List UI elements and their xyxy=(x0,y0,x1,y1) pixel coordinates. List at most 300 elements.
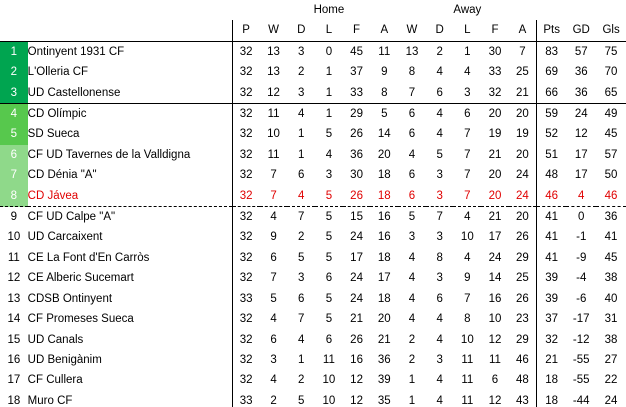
row-goals: 38 xyxy=(604,333,618,346)
row-home-w: 4 xyxy=(270,374,277,387)
row-away-a: 7 xyxy=(519,45,526,58)
row-home-f: 26 xyxy=(343,186,371,207)
row-goals: 65 xyxy=(596,83,626,104)
header-home-w: W xyxy=(260,20,288,41)
row-team-name[interactable]: Muro CF xyxy=(27,394,73,407)
row-played: 32 xyxy=(232,104,260,125)
row-points: 51 xyxy=(537,145,567,165)
row-away-l: 10 xyxy=(460,333,474,346)
row-away-l: 11 xyxy=(461,353,474,366)
row-home-l: 5 xyxy=(325,128,333,141)
row-home-a: 17 xyxy=(377,272,391,285)
row-goals: 46 xyxy=(596,186,626,207)
row-away-d: 3 xyxy=(436,169,443,182)
row-home-f: 26 xyxy=(350,333,363,346)
row-team-name[interactable]: CF Cullera xyxy=(27,374,83,387)
row-home-l: 5 xyxy=(325,313,333,326)
row-away-d: 4 xyxy=(436,374,443,387)
row-position: 2 xyxy=(0,62,28,82)
row-played: 32 xyxy=(232,309,260,329)
row-points: 59 xyxy=(537,104,567,125)
row-home-f: 24 xyxy=(350,292,363,305)
table-row[interactable] xyxy=(0,104,626,125)
row-away-w: 4 xyxy=(408,292,416,305)
row-points: 18 xyxy=(537,391,567,407)
row-away-f: 33 xyxy=(488,66,502,79)
row-away-d: 5 xyxy=(436,148,443,161)
row-team-name[interactable]: CD Olímpic xyxy=(27,108,87,121)
home-group-label: Home xyxy=(313,4,345,16)
row-away-w: 4 xyxy=(408,251,416,264)
row-away-l: 7 xyxy=(453,186,481,207)
row-away-a: 46 xyxy=(516,353,529,366)
header-goals: Gls xyxy=(596,20,626,41)
row-home-l: 10 xyxy=(322,394,336,407)
spacer-pos xyxy=(0,0,28,20)
row-away-f: 14 xyxy=(488,272,502,285)
row-position: 11 xyxy=(0,248,28,268)
row-away-d: 4 xyxy=(436,108,443,121)
row-goals: 57 xyxy=(604,148,618,161)
row-away-f: 19 xyxy=(488,128,502,141)
row-away-f: 10 xyxy=(488,313,502,326)
spacer-team xyxy=(28,0,232,20)
row-home-a: 8 xyxy=(370,83,398,104)
row-team-name[interactable]: CE La Font d'En Carròs xyxy=(27,251,150,264)
row-away-d: 8 xyxy=(436,251,443,264)
row-home-f: 24 xyxy=(350,272,363,285)
row-home-a: 14 xyxy=(377,128,391,141)
row-team-name[interactable]: CF UD Calpe "A" xyxy=(27,211,116,224)
row-goal-difference: -12 xyxy=(572,333,590,346)
row-home-d: 2 xyxy=(298,66,305,79)
row-goals: 70 xyxy=(604,66,618,79)
row-points: 83 xyxy=(537,41,567,62)
row-home-w: 10 xyxy=(267,128,280,141)
row-away-d: 3 xyxy=(436,231,443,244)
row-away-a: 19 xyxy=(516,128,529,141)
row-home-a: 18 xyxy=(377,292,391,305)
away-group-label: Away xyxy=(453,4,482,16)
row-away-l: 7 xyxy=(464,169,471,182)
row-home-d: 3 xyxy=(298,45,305,58)
row-played: 33 xyxy=(232,391,260,407)
row-position: 3 xyxy=(0,83,28,104)
header-position xyxy=(0,20,28,41)
row-away-f: 12 xyxy=(488,394,502,407)
row-away-a: 29 xyxy=(516,251,529,264)
row-position: 4 xyxy=(0,104,28,125)
row-away-w: 5 xyxy=(408,211,416,224)
row-home-a: 20 xyxy=(377,313,391,326)
row-goals: 45 xyxy=(604,251,618,264)
table-row[interactable] xyxy=(0,62,626,82)
row-away-l: 7 xyxy=(464,128,471,141)
table-row[interactable] xyxy=(0,145,626,165)
row-home-f: 12 xyxy=(350,374,363,387)
row-goal-difference: -55 xyxy=(572,353,590,366)
row-team-name[interactable]: CF UD Tavernes de la Valldigna xyxy=(27,148,191,161)
row-away-w: 8 xyxy=(408,66,416,79)
row-team-name[interactable]: UD Canals xyxy=(27,333,84,346)
row-team-name[interactable]: Ontinyent 1931 CF xyxy=(27,45,125,58)
table-row[interactable] xyxy=(0,124,626,144)
row-points: 52 xyxy=(537,124,567,144)
row-home-f: 24 xyxy=(350,231,363,244)
row-points: 37 xyxy=(537,309,567,329)
row-away-w: 1 xyxy=(408,374,416,387)
row-home-a: 21 xyxy=(377,333,391,346)
row-goal-difference: 0 xyxy=(578,211,585,224)
row-team-name[interactable]: CE Alberic Sucemart xyxy=(27,272,134,285)
row-home-a: 18 xyxy=(370,186,398,207)
row-away-f: 17 xyxy=(488,231,502,244)
table-row[interactable] xyxy=(0,186,626,207)
row-home-l: 0 xyxy=(325,45,333,58)
row-home-a: 20 xyxy=(377,148,391,161)
row-position: 15 xyxy=(0,330,28,350)
row-team-name[interactable]: UD Carcaixent xyxy=(27,231,103,244)
row-home-a: 36 xyxy=(377,353,391,366)
row-home-w: 4 xyxy=(270,211,277,224)
row-away-w: 6 xyxy=(408,169,416,182)
row-away-l: 7 xyxy=(464,292,471,305)
row-away-l: 4 xyxy=(464,211,471,224)
row-home-d: 1 xyxy=(298,353,305,366)
table-row[interactable] xyxy=(0,83,626,104)
row-away-l: 6 xyxy=(464,108,471,121)
table-row[interactable] xyxy=(0,227,626,247)
row-goal-difference: 17 xyxy=(574,148,588,161)
header-points: Pts xyxy=(537,20,567,41)
row-home-l: 1 xyxy=(325,66,333,79)
row-away-d: 6 xyxy=(426,83,454,104)
row-away-a: 24 xyxy=(516,169,529,182)
row-away-l: 7 xyxy=(464,148,471,161)
row-home-w: 13 xyxy=(267,66,280,79)
row-away-w: 4 xyxy=(408,313,416,326)
header-away-w: W xyxy=(398,20,426,41)
row-home-w: 7 xyxy=(270,272,277,285)
row-home-a: 5 xyxy=(381,108,388,121)
row-home-l: 11 xyxy=(322,353,335,366)
row-away-a: 21 xyxy=(509,83,537,104)
row-home-w: 3 xyxy=(270,353,277,366)
row-home-d: 3 xyxy=(287,83,315,104)
row-home-d: 1 xyxy=(298,128,305,141)
row-home-a: 35 xyxy=(377,394,391,407)
row-position: 6 xyxy=(0,145,28,165)
row-away-a: 26 xyxy=(516,231,529,244)
row-played: 32 xyxy=(232,227,260,247)
row-played: 32 xyxy=(232,330,260,350)
header-home-d: D xyxy=(287,20,315,41)
row-position: 1 xyxy=(0,41,28,62)
table-row[interactable] xyxy=(0,309,626,329)
table-row[interactable] xyxy=(0,165,626,185)
row-away-l: 9 xyxy=(464,272,471,285)
row-home-l: 5 xyxy=(325,231,333,244)
row-away-l: 3 xyxy=(453,83,481,104)
row-away-a: 26 xyxy=(516,292,529,305)
row-away-a: 48 xyxy=(516,374,529,387)
table-row[interactable] xyxy=(0,207,626,228)
row-away-w: 2 xyxy=(408,353,416,366)
row-away-d: 4 xyxy=(436,333,443,346)
row-team-name[interactable]: CF Promeses Sueca xyxy=(27,313,134,326)
row-team-name[interactable]: SD Sueca xyxy=(27,128,80,141)
row-home-d: 1 xyxy=(298,148,305,161)
row-home-d: 2 xyxy=(298,231,305,244)
header-away-l: L xyxy=(453,20,481,41)
row-home-d: 4 xyxy=(298,108,305,121)
row-team-name[interactable]: UD Castellonense xyxy=(28,83,232,104)
row-goal-difference: -6 xyxy=(576,292,587,305)
row-goals: 36 xyxy=(604,211,618,224)
row-away-a: 43 xyxy=(516,394,529,407)
row-home-l: 5 xyxy=(325,292,333,305)
row-position: 12 xyxy=(0,268,28,288)
row-team-name[interactable]: CDSB Ontinyent xyxy=(27,292,113,305)
row-away-d: 4 xyxy=(436,66,443,79)
row-away-d: 2 xyxy=(436,45,443,58)
row-away-d: 4 xyxy=(436,128,443,141)
header-away-f: F xyxy=(481,20,509,41)
row-played: 32 xyxy=(232,207,260,228)
row-home-w: 11 xyxy=(267,108,280,121)
row-played: 32 xyxy=(232,370,260,390)
row-home-l: 10 xyxy=(322,374,336,387)
row-played: 33 xyxy=(232,289,260,309)
row-team-name[interactable]: CD Dénia "A" xyxy=(27,169,97,182)
row-home-w: 12 xyxy=(260,83,288,104)
row-goal-difference: 12 xyxy=(574,128,588,141)
row-goal-difference: 36 xyxy=(566,83,596,104)
row-away-a: 20 xyxy=(516,211,529,224)
row-home-l: 5 xyxy=(325,251,333,264)
row-points: 21 xyxy=(537,350,567,370)
row-played: 32 xyxy=(232,248,260,268)
row-position: 8 xyxy=(0,186,28,207)
table-row[interactable] xyxy=(0,248,626,268)
row-points: 39 xyxy=(537,289,567,309)
row-home-d: 6 xyxy=(298,292,305,305)
row-home-f: 37 xyxy=(350,66,363,79)
row-away-w: 6 xyxy=(398,186,426,207)
row-home-w: 11 xyxy=(267,148,280,161)
row-home-l: 6 xyxy=(325,272,333,285)
row-points: 32 xyxy=(537,330,567,350)
row-away-w: 6 xyxy=(408,128,416,141)
spacer-pts xyxy=(537,0,567,20)
row-position: 16 xyxy=(0,350,28,370)
row-position: 14 xyxy=(0,309,28,329)
header-away-a: A xyxy=(509,20,537,41)
row-home-w: 5 xyxy=(270,292,277,305)
row-goal-difference: -55 xyxy=(572,374,590,387)
row-goal-difference: -4 xyxy=(576,272,587,285)
row-away-w: 7 xyxy=(398,83,426,104)
row-home-f: 36 xyxy=(350,148,363,161)
row-away-a: 23 xyxy=(516,313,529,326)
row-away-l: 10 xyxy=(460,231,474,244)
row-position: 17 xyxy=(0,370,28,390)
table-row[interactable] xyxy=(0,289,626,309)
row-away-w: 3 xyxy=(408,231,416,244)
row-position: 7 xyxy=(0,165,28,185)
row-away-a: 20 xyxy=(516,148,529,161)
row-away-f: 24 xyxy=(488,251,502,264)
row-team-name[interactable]: UD Benigànim xyxy=(27,353,102,366)
row-away-f: 21 xyxy=(488,211,502,224)
row-home-f: 21 xyxy=(350,313,363,326)
row-goals: 45 xyxy=(604,128,618,141)
row-home-f: 29 xyxy=(350,108,363,121)
row-home-d: 4 xyxy=(287,186,315,207)
row-points: 41 xyxy=(537,207,567,228)
row-home-f: 45 xyxy=(350,45,363,58)
table-row[interactable] xyxy=(0,41,626,62)
spacer-gls xyxy=(596,0,626,20)
row-home-a: 11 xyxy=(378,45,391,58)
row-away-l: 11 xyxy=(461,394,474,407)
row-points: 48 xyxy=(537,165,567,185)
row-away-f: 11 xyxy=(489,353,501,366)
row-points: 41 xyxy=(537,248,567,268)
row-played: 32 xyxy=(232,145,260,165)
row-goals: 38 xyxy=(604,272,618,285)
row-away-w: 13 xyxy=(405,45,419,58)
row-away-a: 25 xyxy=(516,66,529,79)
row-away-f: 20 xyxy=(481,186,509,207)
row-home-f: 12 xyxy=(350,394,363,407)
row-home-l: 6 xyxy=(325,333,333,346)
table-row[interactable] xyxy=(0,268,626,288)
table-row[interactable] xyxy=(0,330,626,350)
row-away-a: 29 xyxy=(516,333,529,346)
header-home-a: A xyxy=(370,20,398,41)
row-away-f: 12 xyxy=(488,333,502,346)
row-home-f: 16 xyxy=(350,353,363,366)
row-goal-difference: -17 xyxy=(572,313,590,326)
row-home-w: 9 xyxy=(270,231,277,244)
row-home-d: 7 xyxy=(298,313,305,326)
row-away-w: 1 xyxy=(408,394,416,407)
table-row[interactable] xyxy=(0,350,626,370)
row-home-f: 30 xyxy=(350,169,363,182)
row-away-d: 6 xyxy=(436,292,443,305)
row-home-f: 26 xyxy=(350,128,363,141)
row-goals: 24 xyxy=(604,394,618,407)
row-away-l: 8 xyxy=(464,313,471,326)
header-played: P xyxy=(232,20,260,41)
row-away-a: 20 xyxy=(516,108,529,121)
row-points: 39 xyxy=(537,268,567,288)
row-played: 32 xyxy=(232,124,260,144)
row-away-d: 4 xyxy=(436,313,443,326)
row-position: 10 xyxy=(0,227,28,247)
row-points: 66 xyxy=(537,83,567,104)
row-home-d: 7 xyxy=(298,211,305,224)
group-header-row xyxy=(0,0,626,20)
row-points: 18 xyxy=(537,370,567,390)
row-home-d: 5 xyxy=(298,394,305,407)
row-home-l: 1 xyxy=(325,108,333,121)
row-home-l: 5 xyxy=(315,186,343,207)
row-away-f: 20 xyxy=(488,169,502,182)
row-away-w: 6 xyxy=(408,108,416,121)
row-home-w: 2 xyxy=(270,394,277,407)
row-away-f: 30 xyxy=(488,45,502,58)
table-row[interactable] xyxy=(0,370,626,390)
row-goal-difference: 17 xyxy=(574,169,588,182)
row-goal-difference: -1 xyxy=(576,231,587,244)
header-home-l: L xyxy=(315,20,343,41)
row-position: 9 xyxy=(0,207,28,228)
row-home-a: 16 xyxy=(377,231,391,244)
row-away-f: 6 xyxy=(491,374,499,387)
row-away-d: 3 xyxy=(436,353,443,366)
row-played: 32 xyxy=(232,186,260,207)
row-away-f: 21 xyxy=(488,148,502,161)
row-home-a: 39 xyxy=(377,374,391,387)
row-home-f: 33 xyxy=(343,83,371,104)
row-away-f: 32 xyxy=(481,83,509,104)
table-row[interactable] xyxy=(0,391,626,407)
row-team-name[interactable]: L'Olleria CF xyxy=(27,66,89,79)
row-points: 46 xyxy=(537,186,567,207)
row-goals: 50 xyxy=(604,169,618,182)
row-goal-difference: 36 xyxy=(574,66,588,79)
row-home-w: 6 xyxy=(270,333,277,346)
row-goal-difference: -44 xyxy=(572,394,590,407)
row-team-name[interactable]: CD Jávea xyxy=(28,186,232,207)
row-goals: 75 xyxy=(604,45,618,58)
row-home-d: 3 xyxy=(298,272,305,285)
row-goals: 49 xyxy=(604,108,618,121)
row-away-w: 4 xyxy=(408,272,416,285)
row-away-l: 1 xyxy=(464,45,471,58)
row-goals: 22 xyxy=(604,374,618,387)
row-home-w: 6 xyxy=(270,251,277,264)
row-away-a: 25 xyxy=(516,272,529,285)
row-played: 32 xyxy=(232,62,260,82)
row-goal-difference: 4 xyxy=(566,186,596,207)
header-goal-difference: GD xyxy=(566,20,596,41)
row-away-d: 4 xyxy=(436,394,443,407)
row-home-a: 18 xyxy=(377,169,391,182)
row-goal-difference: 24 xyxy=(574,108,588,121)
row-away-w: 2 xyxy=(408,333,416,346)
row-goals: 27 xyxy=(604,353,618,366)
row-goals: 31 xyxy=(604,313,618,326)
row-home-d: 4 xyxy=(298,333,305,346)
row-home-f: 15 xyxy=(350,211,363,224)
row-away-d: 7 xyxy=(436,211,443,224)
row-goals: 40 xyxy=(604,292,618,305)
header-home-f: F xyxy=(343,20,371,41)
row-position: 5 xyxy=(0,124,28,144)
row-home-f: 17 xyxy=(350,251,363,264)
row-home-w: 13 xyxy=(267,45,280,58)
row-home-l: 1 xyxy=(315,83,343,104)
row-played: 32 xyxy=(232,41,260,62)
spacer-gd xyxy=(566,0,596,20)
row-points: 69 xyxy=(537,62,567,82)
row-home-l: 3 xyxy=(325,169,333,182)
row-home-d: 2 xyxy=(298,374,305,387)
row-home-a: 18 xyxy=(377,251,391,264)
